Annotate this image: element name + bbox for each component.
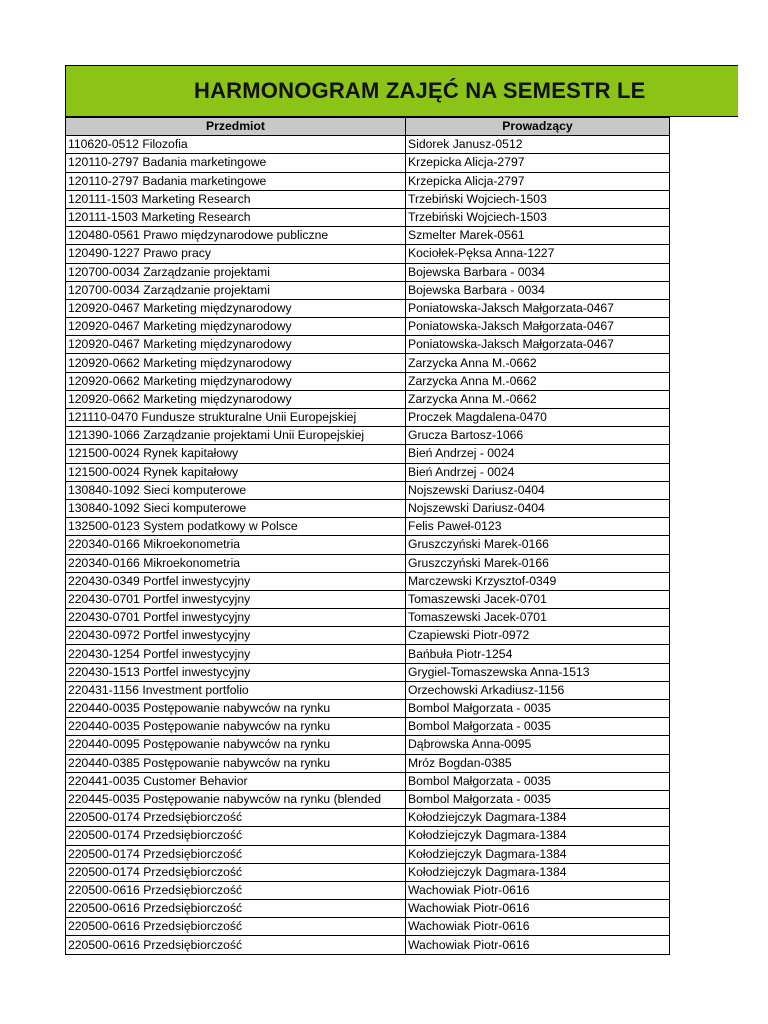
lecturer-cell: Marczewski Krzysztof-0349 bbox=[406, 572, 670, 590]
lecturer-cell: Bombol Małgorzata - 0035 bbox=[406, 772, 670, 790]
subject-cell: 220340-0166 Mikroekonometria bbox=[66, 536, 406, 554]
lecturer-cell: Wachowiak Piotr-0616 bbox=[406, 918, 670, 936]
table-row bbox=[66, 736, 670, 754]
table-row bbox=[66, 336, 670, 354]
subject-cell: 120920-0467 Marketing międzynarodowy bbox=[66, 318, 406, 336]
subject-cell: 120490-1227 Prawo pracy bbox=[66, 245, 406, 263]
table-row bbox=[66, 845, 670, 863]
table-row bbox=[66, 281, 670, 299]
table-row bbox=[66, 518, 670, 536]
lecturer-cell: Szmelter Marek-0561 bbox=[406, 227, 670, 245]
lecturer-cell: Bojewska Barbara - 0034 bbox=[406, 281, 670, 299]
lecturer-cell: Bańbuła Piotr-1254 bbox=[406, 645, 670, 663]
subject-cell: 121110-0470 Fundusze strukturalne Unii Europejskiej bbox=[66, 409, 406, 427]
page-title: HARMONOGRAM ZAJĘĆ NA SEMESTR LE bbox=[194, 78, 646, 103]
subject-cell: 120700-0034 Zarządzanie projektami bbox=[66, 263, 406, 281]
table-row bbox=[66, 227, 670, 245]
subject-cell: 130840-1092 Sieci komputerowe bbox=[66, 499, 406, 517]
lecturer-cell: Zarzycka Anna M.-0662 bbox=[406, 354, 670, 372]
lecturer-cell: Kociołek-Pęksa Anna-1227 bbox=[406, 245, 670, 263]
table-row bbox=[66, 263, 670, 281]
table-row bbox=[66, 318, 670, 336]
subject-cell: 120111-1503 Marketing Research bbox=[66, 208, 406, 226]
subject-cell: 220500-0174 Przedsiębiorczość bbox=[66, 809, 406, 827]
subject-cell: 120110-2797 Badania marketingowe bbox=[66, 172, 406, 190]
lecturer-cell: Krzepicka Alicja-2797 bbox=[406, 172, 670, 190]
subject-cell: 120480-0561 Prawo międzynarodowe publiczne bbox=[66, 227, 406, 245]
subject-cell: 121390-1066 Zarządzanie projektami Unii Europejskiej bbox=[66, 427, 406, 445]
lecturer-cell: Kołodziejczyk Dagmara-1384 bbox=[406, 845, 670, 863]
table-row bbox=[66, 245, 670, 263]
subject-cell: 110620-0512 Filozofia bbox=[66, 136, 406, 154]
lecturer-cell: Trzebiński Wojciech-1503 bbox=[406, 190, 670, 208]
table-row bbox=[66, 463, 670, 481]
lecturer-cell: Kołodziejczyk Dagmara-1384 bbox=[406, 809, 670, 827]
lecturer-cell: Dąbrowska Anna-0095 bbox=[406, 736, 670, 754]
table-row bbox=[66, 790, 670, 808]
lecturer-cell: Trzebiński Wojciech-1503 bbox=[406, 208, 670, 226]
subject-cell: 132500-0123 System podatkowy w Polsce bbox=[66, 518, 406, 536]
subject-cell: 120920-0662 Marketing międzynarodowy bbox=[66, 354, 406, 372]
subject-cell: 220440-0385 Postępowanie nabywców na rynku bbox=[66, 754, 406, 772]
subject-cell: 120110-2797 Badania marketingowe bbox=[66, 154, 406, 172]
table-row bbox=[66, 554, 670, 572]
table-row bbox=[66, 863, 670, 881]
subject-cell: 220500-0616 Przedsiębiorczość bbox=[66, 918, 406, 936]
lecturer-cell: Poniatowska-Jaksch Małgorzata-0467 bbox=[406, 299, 670, 317]
table-row bbox=[66, 172, 670, 190]
lecturer-cell: Wachowiak Piotr-0616 bbox=[406, 881, 670, 899]
lecturer-cell: Grucza Bartosz-1066 bbox=[406, 427, 670, 445]
lecturer-cell: Bombol Małgorzata - 0035 bbox=[406, 718, 670, 736]
table-row bbox=[66, 754, 670, 772]
subject-cell: 120111-1503 Marketing Research bbox=[66, 190, 406, 208]
table-row bbox=[66, 627, 670, 645]
subject-cell: 220440-0035 Postępowanie nabywców na rynku bbox=[66, 700, 406, 718]
column-header-subject: Przedmiot bbox=[66, 118, 406, 136]
subject-cell: 220430-0972 Portfel inwestycyjny bbox=[66, 627, 406, 645]
table-row bbox=[66, 572, 670, 590]
table-row bbox=[66, 681, 670, 699]
table-row bbox=[66, 936, 670, 954]
subject-cell: 220340-0166 Mikroekonometria bbox=[66, 554, 406, 572]
subject-cell: 220430-1254 Portfel inwestycyjny bbox=[66, 645, 406, 663]
table-row bbox=[66, 427, 670, 445]
subject-cell: 220500-0616 Przedsiębiorczość bbox=[66, 881, 406, 899]
table-row bbox=[66, 445, 670, 463]
table-row bbox=[66, 590, 670, 608]
title-banner bbox=[65, 65, 738, 117]
table-row bbox=[66, 299, 670, 317]
lecturer-cell: Bombol Małgorzata - 0035 bbox=[406, 790, 670, 808]
table-row bbox=[66, 700, 670, 718]
table-row bbox=[66, 372, 670, 390]
column-header-lecturer: Prowadzący bbox=[406, 118, 670, 136]
subject-cell: 120700-0034 Zarządzanie projektami bbox=[66, 281, 406, 299]
lecturer-cell: Poniatowska-Jaksch Małgorzata-0467 bbox=[406, 336, 670, 354]
subject-cell: 121500-0024 Rynek kapitałowy bbox=[66, 463, 406, 481]
table-row bbox=[66, 881, 670, 899]
table-header-row bbox=[66, 118, 670, 136]
subject-cell: 220430-0701 Portfel inwestycyjny bbox=[66, 609, 406, 627]
subject-cell: 220430-0349 Portfel inwestycyjny bbox=[66, 572, 406, 590]
lecturer-cell: Tomaszewski Jacek-0701 bbox=[406, 609, 670, 627]
lecturer-cell: Grygiel-Tomaszewska Anna-1513 bbox=[406, 663, 670, 681]
table-row bbox=[66, 481, 670, 499]
table-row bbox=[66, 772, 670, 790]
table-row bbox=[66, 536, 670, 554]
table-row bbox=[66, 609, 670, 627]
lecturer-cell: Wachowiak Piotr-0616 bbox=[406, 936, 670, 954]
lecturer-cell: Orzechowski Arkadiusz-1156 bbox=[406, 681, 670, 699]
lecturer-cell: Bojewska Barbara - 0034 bbox=[406, 263, 670, 281]
lecturer-cell: Nojszewski Dariusz-0404 bbox=[406, 499, 670, 517]
table-row bbox=[66, 645, 670, 663]
subject-cell: 220441-0035 Customer Behavior bbox=[66, 772, 406, 790]
subject-cell: 220500-0174 Przedsiębiorczość bbox=[66, 845, 406, 863]
schedule-sheet bbox=[65, 65, 669, 955]
table-row bbox=[66, 499, 670, 517]
subject-cell: 120920-0662 Marketing międzynarodowy bbox=[66, 390, 406, 408]
subject-cell: 220500-0616 Przedsiębiorczość bbox=[66, 936, 406, 954]
lecturer-cell: Gruszczyński Marek-0166 bbox=[406, 536, 670, 554]
lecturer-cell: Gruszczyński Marek-0166 bbox=[406, 554, 670, 572]
subject-cell: 120920-0467 Marketing międzynarodowy bbox=[66, 299, 406, 317]
lecturer-cell: Proczek Magdalena-0470 bbox=[406, 409, 670, 427]
subject-cell: 120920-0467 Marketing międzynarodowy bbox=[66, 336, 406, 354]
lecturer-cell: Kołodziejczyk Dagmara-1384 bbox=[406, 863, 670, 881]
subject-cell: 121500-0024 Rynek kapitałowy bbox=[66, 445, 406, 463]
table-row bbox=[66, 154, 670, 172]
subject-cell: 130840-1092 Sieci komputerowe bbox=[66, 481, 406, 499]
table-row bbox=[66, 190, 670, 208]
lecturer-cell: Kołodziejczyk Dagmara-1384 bbox=[406, 827, 670, 845]
table-body bbox=[66, 136, 670, 954]
subject-cell: 120920-0662 Marketing międzynarodowy bbox=[66, 372, 406, 390]
subject-cell: 220431-1156 Investment portfolio bbox=[66, 681, 406, 699]
lecturer-cell: Felis Paweł-0123 bbox=[406, 518, 670, 536]
table-row bbox=[66, 718, 670, 736]
table-row bbox=[66, 208, 670, 226]
lecturer-cell: Zarzycka Anna M.-0662 bbox=[406, 390, 670, 408]
lecturer-cell: Bień Andrzej - 0024 bbox=[406, 463, 670, 481]
subject-cell: 220440-0095 Postępowanie nabywców na rynku bbox=[66, 736, 406, 754]
table-row bbox=[66, 136, 670, 154]
table-row bbox=[66, 809, 670, 827]
table-row bbox=[66, 354, 670, 372]
table-row bbox=[66, 390, 670, 408]
table-row bbox=[66, 827, 670, 845]
lecturer-cell: Sidorek Janusz-0512 bbox=[406, 136, 670, 154]
lecturer-cell: Wachowiak Piotr-0616 bbox=[406, 900, 670, 918]
lecturer-cell: Poniatowska-Jaksch Małgorzata-0467 bbox=[406, 318, 670, 336]
schedule-table bbox=[65, 117, 670, 955]
table-row bbox=[66, 409, 670, 427]
lecturer-cell: Czapiewski Piotr-0972 bbox=[406, 627, 670, 645]
lecturer-cell: Nojszewski Dariusz-0404 bbox=[406, 481, 670, 499]
table-row bbox=[66, 900, 670, 918]
lecturer-cell: Tomaszewski Jacek-0701 bbox=[406, 590, 670, 608]
subject-cell: 220430-0701 Portfel inwestycyjny bbox=[66, 590, 406, 608]
subject-cell: 220500-0616 Przedsiębiorczość bbox=[66, 900, 406, 918]
lecturer-cell: Krzepicka Alicja-2797 bbox=[406, 154, 670, 172]
lecturer-cell: Bień Andrzej - 0024 bbox=[406, 445, 670, 463]
lecturer-cell: Bombol Małgorzata - 0035 bbox=[406, 700, 670, 718]
subject-cell: 220445-0035 Postępowanie nabywców na rynku (blended bbox=[66, 790, 406, 808]
lecturer-cell: Mróz Bogdan-0385 bbox=[406, 754, 670, 772]
lecturer-cell: Zarzycka Anna M.-0662 bbox=[406, 372, 670, 390]
table-row bbox=[66, 663, 670, 681]
subject-cell: 220500-0174 Przedsiębiorczość bbox=[66, 827, 406, 845]
subject-cell: 220500-0174 Przedsiębiorczość bbox=[66, 863, 406, 881]
subject-cell: 220430-1513 Portfel inwestycyjny bbox=[66, 663, 406, 681]
table-row bbox=[66, 918, 670, 936]
subject-cell: 220440-0035 Postępowanie nabywców na rynku bbox=[66, 718, 406, 736]
